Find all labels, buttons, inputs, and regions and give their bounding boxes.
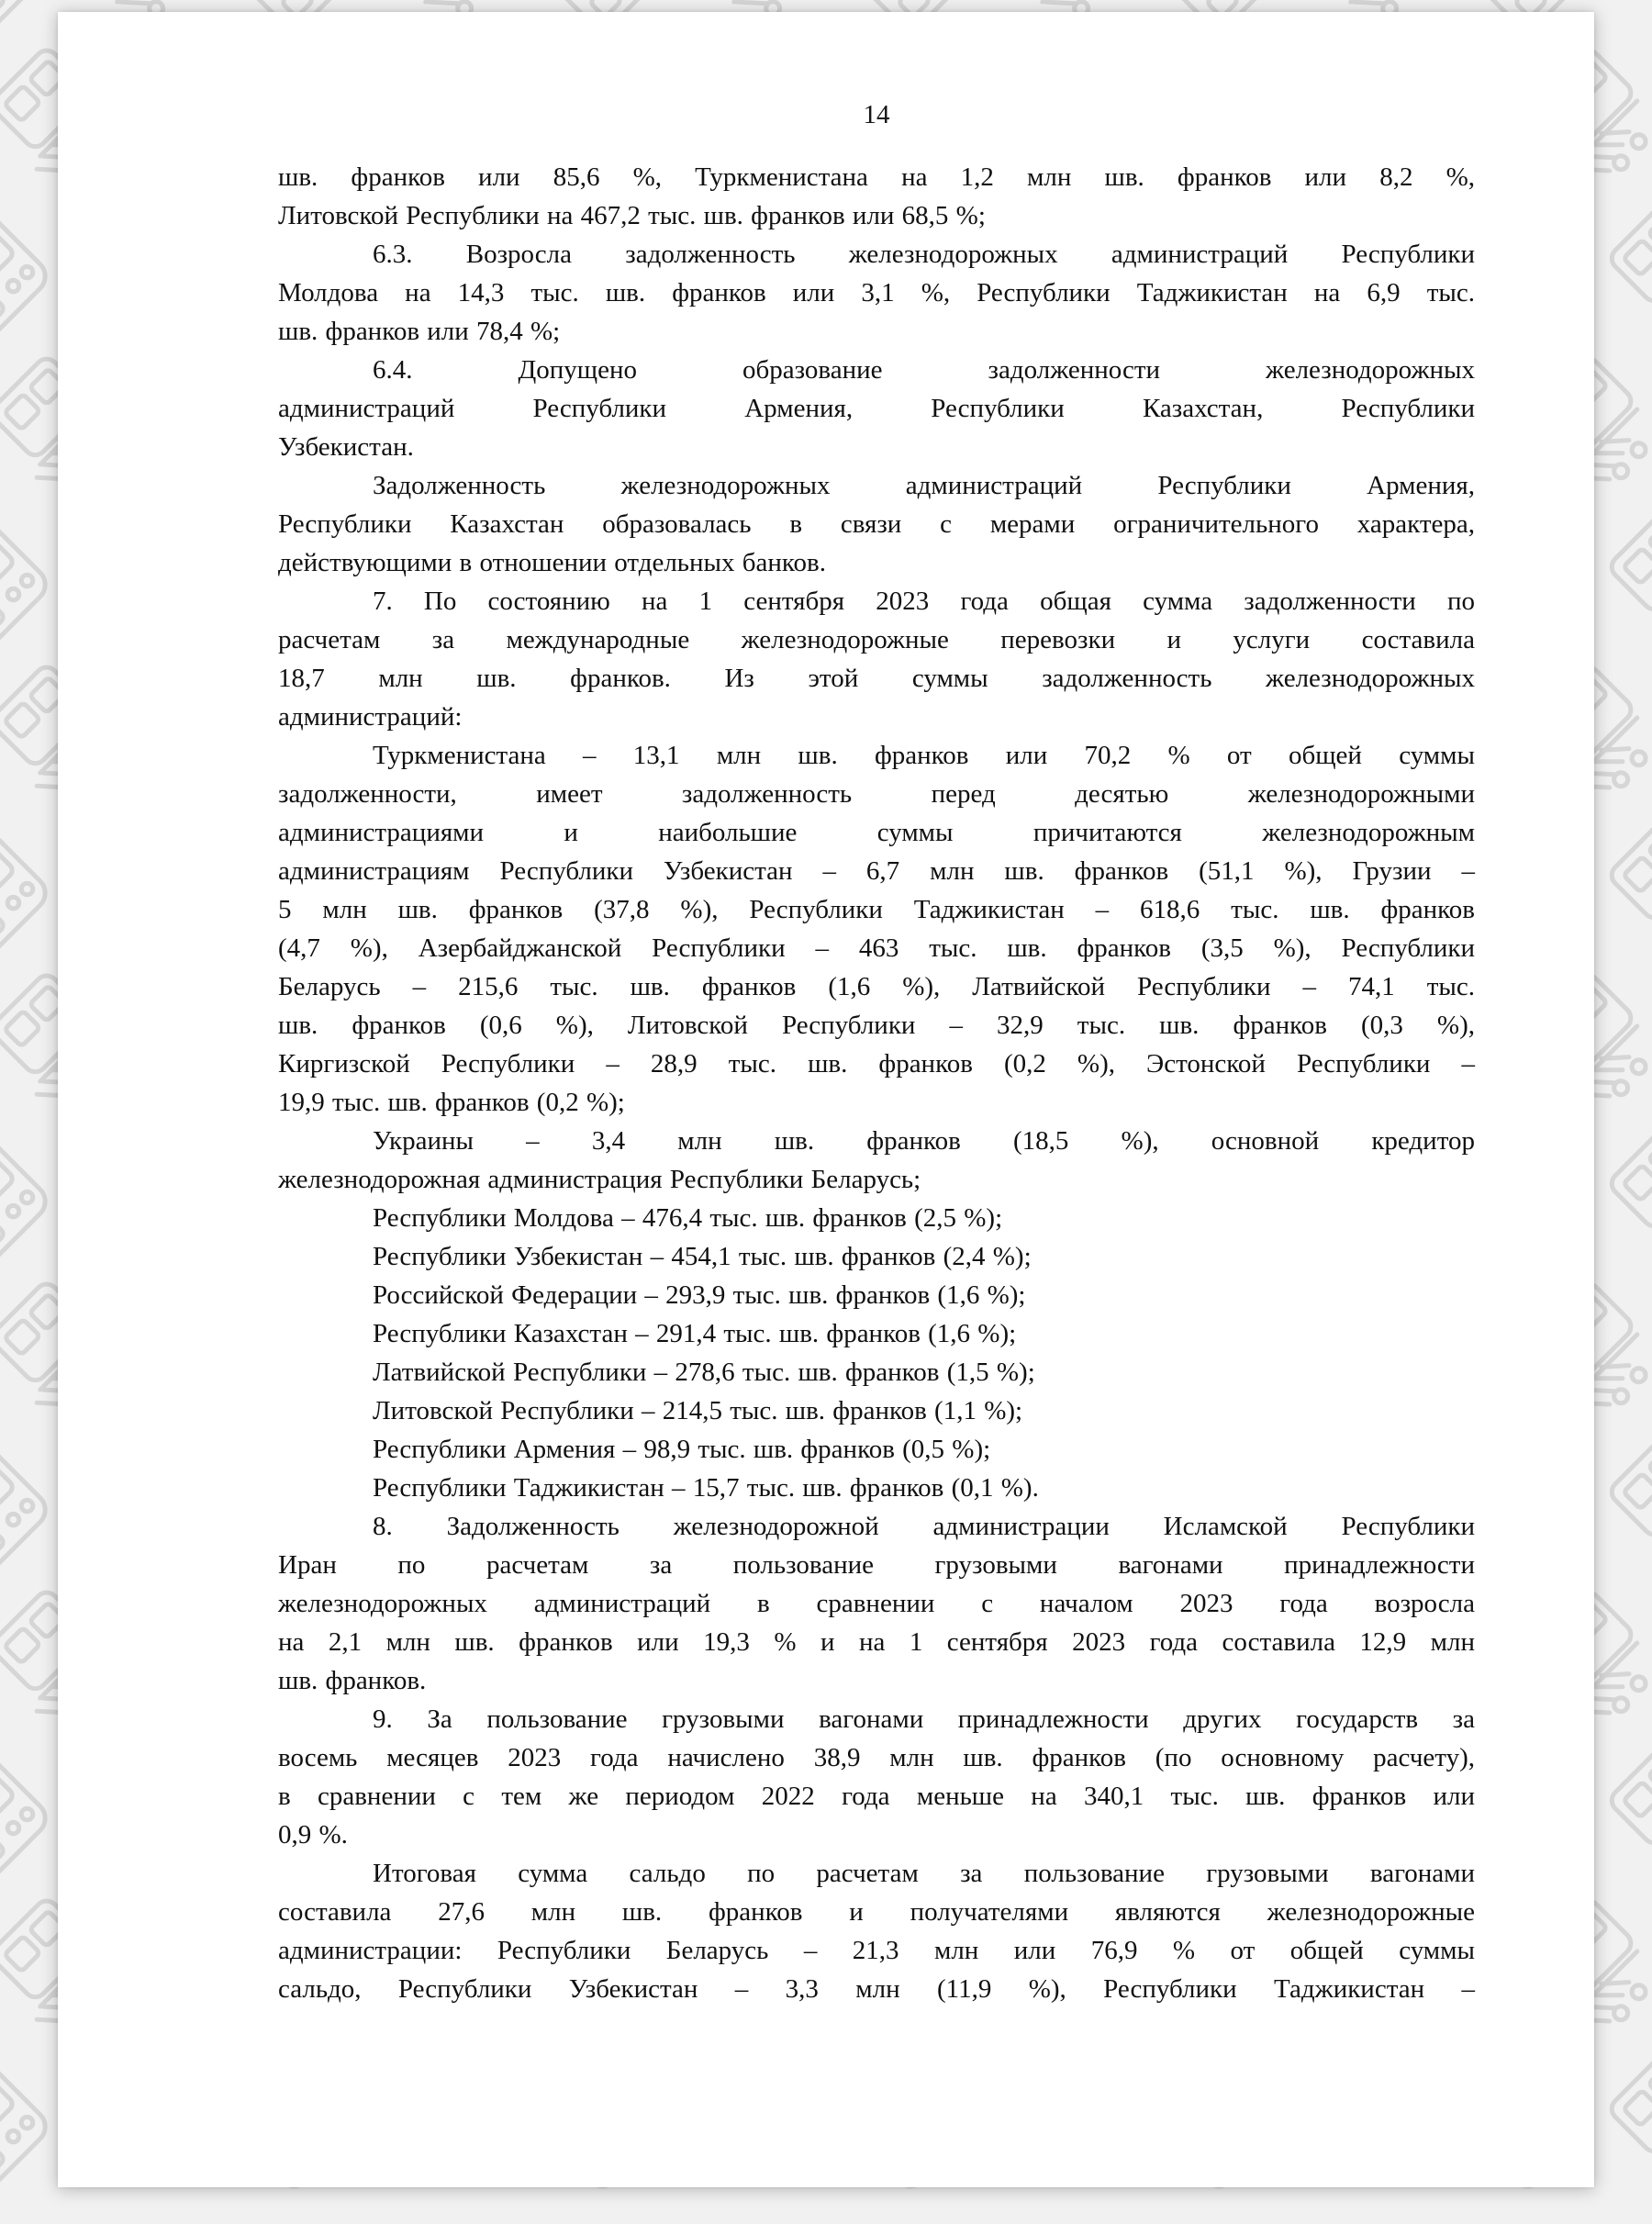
page-number: 14	[863, 100, 890, 129]
tram-outline-icon	[1644, 25, 1652, 219]
text-line: в сравнении с тем же периодом 2022 года меньше на 340,1 тыс. шв. франков или	[278, 1782, 1475, 1811]
text-line: Узбекистан.	[278, 432, 414, 462]
text-line: Российской Федерации – 293,9 тыс. шв. франков (1,6 %);	[373, 1280, 1026, 1310]
text-line: Латвийской Республики – 278,6 тыс. шв. франков (1,5 %);	[373, 1358, 1035, 1387]
text-line: Республики Казахстан образовалась в связи с мерами ограничительного характера,	[278, 509, 1475, 539]
text-line: администраций Республики Армения, Республики Казахстан, Республики	[278, 394, 1475, 423]
text-line: шв. франков или 85,6 %, Туркменистана на 1,2 млн шв. франков или 8,2 %,	[278, 162, 1475, 192]
text-line: Республики Узбекистан – 454,1 тыс. шв. франков (2,4 %);	[373, 1242, 1032, 1271]
text-line: действующими в отношении отдельных банков.	[278, 548, 826, 577]
text-line: Республики Армения – 98,9 тыс. шв. франков (0,5 %);	[373, 1435, 991, 1464]
text-line: Задолженность железнодорожных администраций Республики Армения,	[373, 471, 1475, 500]
tram-outline-icon	[1644, 1875, 1652, 2070]
text-line: шв. франков.	[278, 1666, 427, 1695]
text-line: на 2,1 млн шв. франков или 19,3 % и на 1 сентября 2023 года составила 12,9 млн	[278, 1627, 1475, 1657]
text-line: задолженности, имеет задолженность перед десятью железнодорожными	[278, 779, 1475, 809]
text-line: Молдова на 14,3 тыс. шв. франков или 3,1 %, Республики Таджикистан на 6,9 тыс.	[278, 278, 1475, 307]
text-line: Иран по расчетам за пользование грузовыми вагонами принадлежности	[278, 1550, 1475, 1580]
text-line: железнодорожная администрация Республики Беларусь;	[278, 1165, 921, 1194]
text-line: Республики Таджикистан – 15,7 тыс. шв. франков (0,1 %).	[373, 1473, 1039, 1503]
text-line: администраций:	[278, 702, 463, 732]
text-line: 5 млн шв. франков (37,8 %), Республики Таджикистан – 618,6 тыс. шв. франков	[278, 895, 1475, 924]
text-line: 9. За пользование грузовыми вагонами принадлежности других государств за	[373, 1704, 1475, 1734]
text-line: Итоговая сумма сальдо по расчетам за пользование грузовыми вагонами	[373, 1859, 1475, 1888]
tram-outline-icon	[1644, 1567, 1652, 1761]
text-line: железнодорожных администраций в сравнении с началом 2023 года возросла	[278, 1589, 1475, 1618]
text-line: Киргизской Республики – 28,9 тыс. шв. франков (0,2 %), Эстонской Республики –	[278, 1049, 1475, 1078]
text-line: 8. Задолженность железнодорожной администрации Исламской Республики	[373, 1512, 1475, 1541]
text-line: Литовской Республики – 214,5 тыс. шв. франков (1,1 %);	[373, 1396, 1023, 1425]
text-line: расчетам за международные железнодорожные перевозки и услуги составила	[278, 625, 1475, 654]
text-line: 6.3. Возросла задолженность железнодорожных администраций Республики	[373, 240, 1475, 269]
text-line: Беларусь – 215,6 тыс. шв. франков (1,6 %), Латвийской Республики – 74,1 тыс.	[278, 972, 1475, 1001]
text-line: восемь месяцев 2023 года начислено 38,9 млн шв. франков (по основному расчету),	[278, 1743, 1475, 1772]
text-line: Литовской Республики на 467,2 тыс. шв. франков или 68,5 %;	[278, 201, 986, 230]
text-line: (4,7 %), Азербайджанской Республики – 463 тыс. шв. франков (3,5 %), Республики	[278, 933, 1475, 963]
tram-outline-icon	[1644, 950, 1652, 1145]
text-line: администрациям Республики Узбекистан – 6,7 млн шв. франков (51,1 %), Грузии –	[278, 856, 1475, 886]
text-line: сальдо, Республики Узбекистан – 3,3 млн (11,9 %), Республики Таджикистан –	[278, 1974, 1475, 2004]
text-line: шв. франков (0,6 %), Литовской Республики – 32,9 тыс. шв. франков (0,3 %),	[278, 1011, 1475, 1040]
text-line: Туркменистана – 13,1 млн шв. франков или 70,2 % от общей суммы	[373, 741, 1475, 770]
text-line: составила 27,6 млн шв. франков и получателями являются железнодорожные	[278, 1897, 1475, 1927]
text-line: 18,7 млн шв. франков. Из этой суммы задолженность железнодорожных	[278, 664, 1475, 693]
document-page	[58, 12, 1594, 2187]
tram-outline-icon	[1644, 333, 1652, 528]
text-line: Республики Казахстан – 291,4 тыс. шв. франков (1,6 %);	[373, 1319, 1017, 1348]
text-line: шв. франков или 78,4 %;	[278, 317, 561, 346]
text-line: администрациями и наибольшие суммы причитаются железнодорожным	[278, 818, 1475, 847]
text-line: 7. По состоянию на 1 сентября 2023 года общая сумма задолженности по	[373, 587, 1475, 616]
text-line: 19,9 тыс. шв. франков (0,2 %);	[278, 1088, 625, 1117]
text-line: 0,9 %.	[278, 1820, 348, 1850]
text-line: Украины – 3,4 млн шв. франков (18,5 %), основной кредитор	[373, 1126, 1475, 1156]
document-text	[278, 158, 1475, 2008]
tram-outline-icon	[1644, 1258, 1652, 1453]
text-line: администрации: Республики Беларусь – 21,3 млн или 76,9 % от общей суммы	[278, 1936, 1475, 1965]
tram-outline-icon	[1644, 642, 1652, 836]
text-line: Республики Молдова – 476,4 тыс. шв. франков (2,5 %);	[373, 1203, 1003, 1233]
text-line: 6.4. Допущено образование задолженности железнодорожных	[373, 355, 1475, 385]
